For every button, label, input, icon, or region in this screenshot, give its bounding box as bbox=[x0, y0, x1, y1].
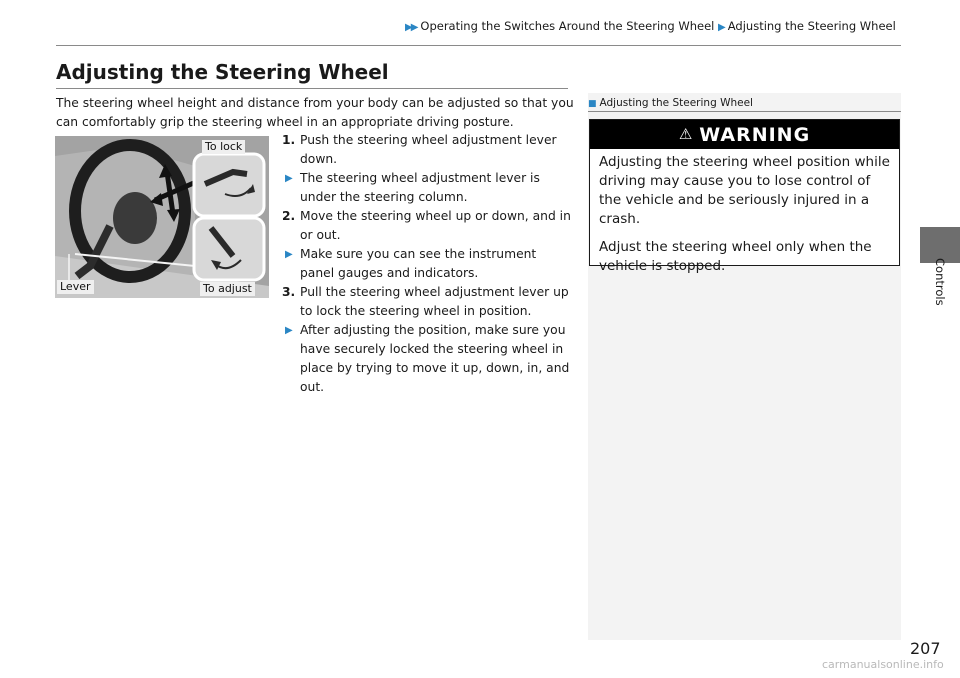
title-divider bbox=[56, 88, 568, 89]
step-1-note bbox=[282, 169, 574, 207]
step-number: 1. bbox=[282, 133, 296, 147]
step-3-note bbox=[282, 321, 574, 397]
breadcrumb-parent[interactable]: Operating the Switches Around the Steering Wheel bbox=[420, 19, 715, 33]
to-lock-label: To lock bbox=[202, 140, 245, 154]
page-title: Adjusting the Steering Wheel bbox=[56, 60, 389, 84]
lever-label: Lever bbox=[57, 280, 94, 294]
sidebar-heading bbox=[588, 97, 753, 109]
sidebar-heading-text: Adjusting the Steering Wheel bbox=[599, 97, 753, 109]
reference-marker-icon: ■ bbox=[588, 99, 597, 109]
breadcrumb-current: Adjusting the Steering Wheel bbox=[727, 19, 896, 33]
breadcrumb-arrow-icon: ▶▶ bbox=[405, 22, 417, 33]
warning-header bbox=[590, 120, 899, 149]
warning-box bbox=[589, 119, 900, 274]
watermark: carmanualsonline.info bbox=[822, 658, 944, 671]
instruction-steps bbox=[282, 131, 574, 397]
note-text: The steering wheel adjustment lever is under the steering column. bbox=[300, 171, 540, 204]
step-1 bbox=[282, 131, 574, 169]
note-text: Make sure you can see the instrument panel gauges and indicators. bbox=[300, 247, 537, 280]
step-text: Push the steering wheel adjustment lever down. bbox=[300, 133, 557, 166]
note-arrow-icon: ▶ bbox=[285, 325, 293, 336]
step-number: 3. bbox=[282, 285, 296, 299]
breadcrumb-arrow-icon: ▶ bbox=[718, 22, 724, 33]
step-3 bbox=[282, 283, 574, 321]
step-2 bbox=[282, 207, 574, 245]
header-divider bbox=[56, 45, 901, 46]
section-tab-label: Controls bbox=[933, 258, 947, 306]
step-number: 2. bbox=[282, 209, 296, 223]
intro-paragraph: The steering wheel height and distance from your body can be adjusted so that you can comfortably grip the steering wheel in an appropriate driving posture. bbox=[56, 96, 574, 129]
warning-text-1: Adjusting the steering wheel position while driving may cause you to lose control of the vehicle and be seriously injured in a crash. bbox=[599, 154, 890, 227]
steering-wheel-illustration bbox=[55, 136, 269, 298]
to-adjust-label: To adjust bbox=[200, 282, 255, 296]
note-text: After adjusting the position, make sure you have securely locked the steering wheel in place by trying to move it up, down, in, and out. bbox=[300, 323, 570, 394]
breadcrumb bbox=[405, 19, 896, 33]
step-text: Move the steering wheel up or down, and in or out. bbox=[300, 209, 571, 242]
sidebar-divider bbox=[588, 111, 901, 112]
step-2-note bbox=[282, 245, 574, 283]
page-number: 207 bbox=[910, 639, 941, 658]
note-arrow-icon: ▶ bbox=[285, 249, 293, 260]
warning-text-2: Adjust the steering wheel only when the vehicle is stopped. bbox=[599, 239, 872, 274]
step-text: Pull the steering wheel adjustment lever up to lock the steering wheel in position. bbox=[300, 285, 569, 318]
warning-triangle-icon: ⚠ bbox=[678, 125, 694, 143]
warning-label: WARNING bbox=[699, 124, 811, 146]
note-arrow-icon: ▶ bbox=[285, 173, 293, 184]
